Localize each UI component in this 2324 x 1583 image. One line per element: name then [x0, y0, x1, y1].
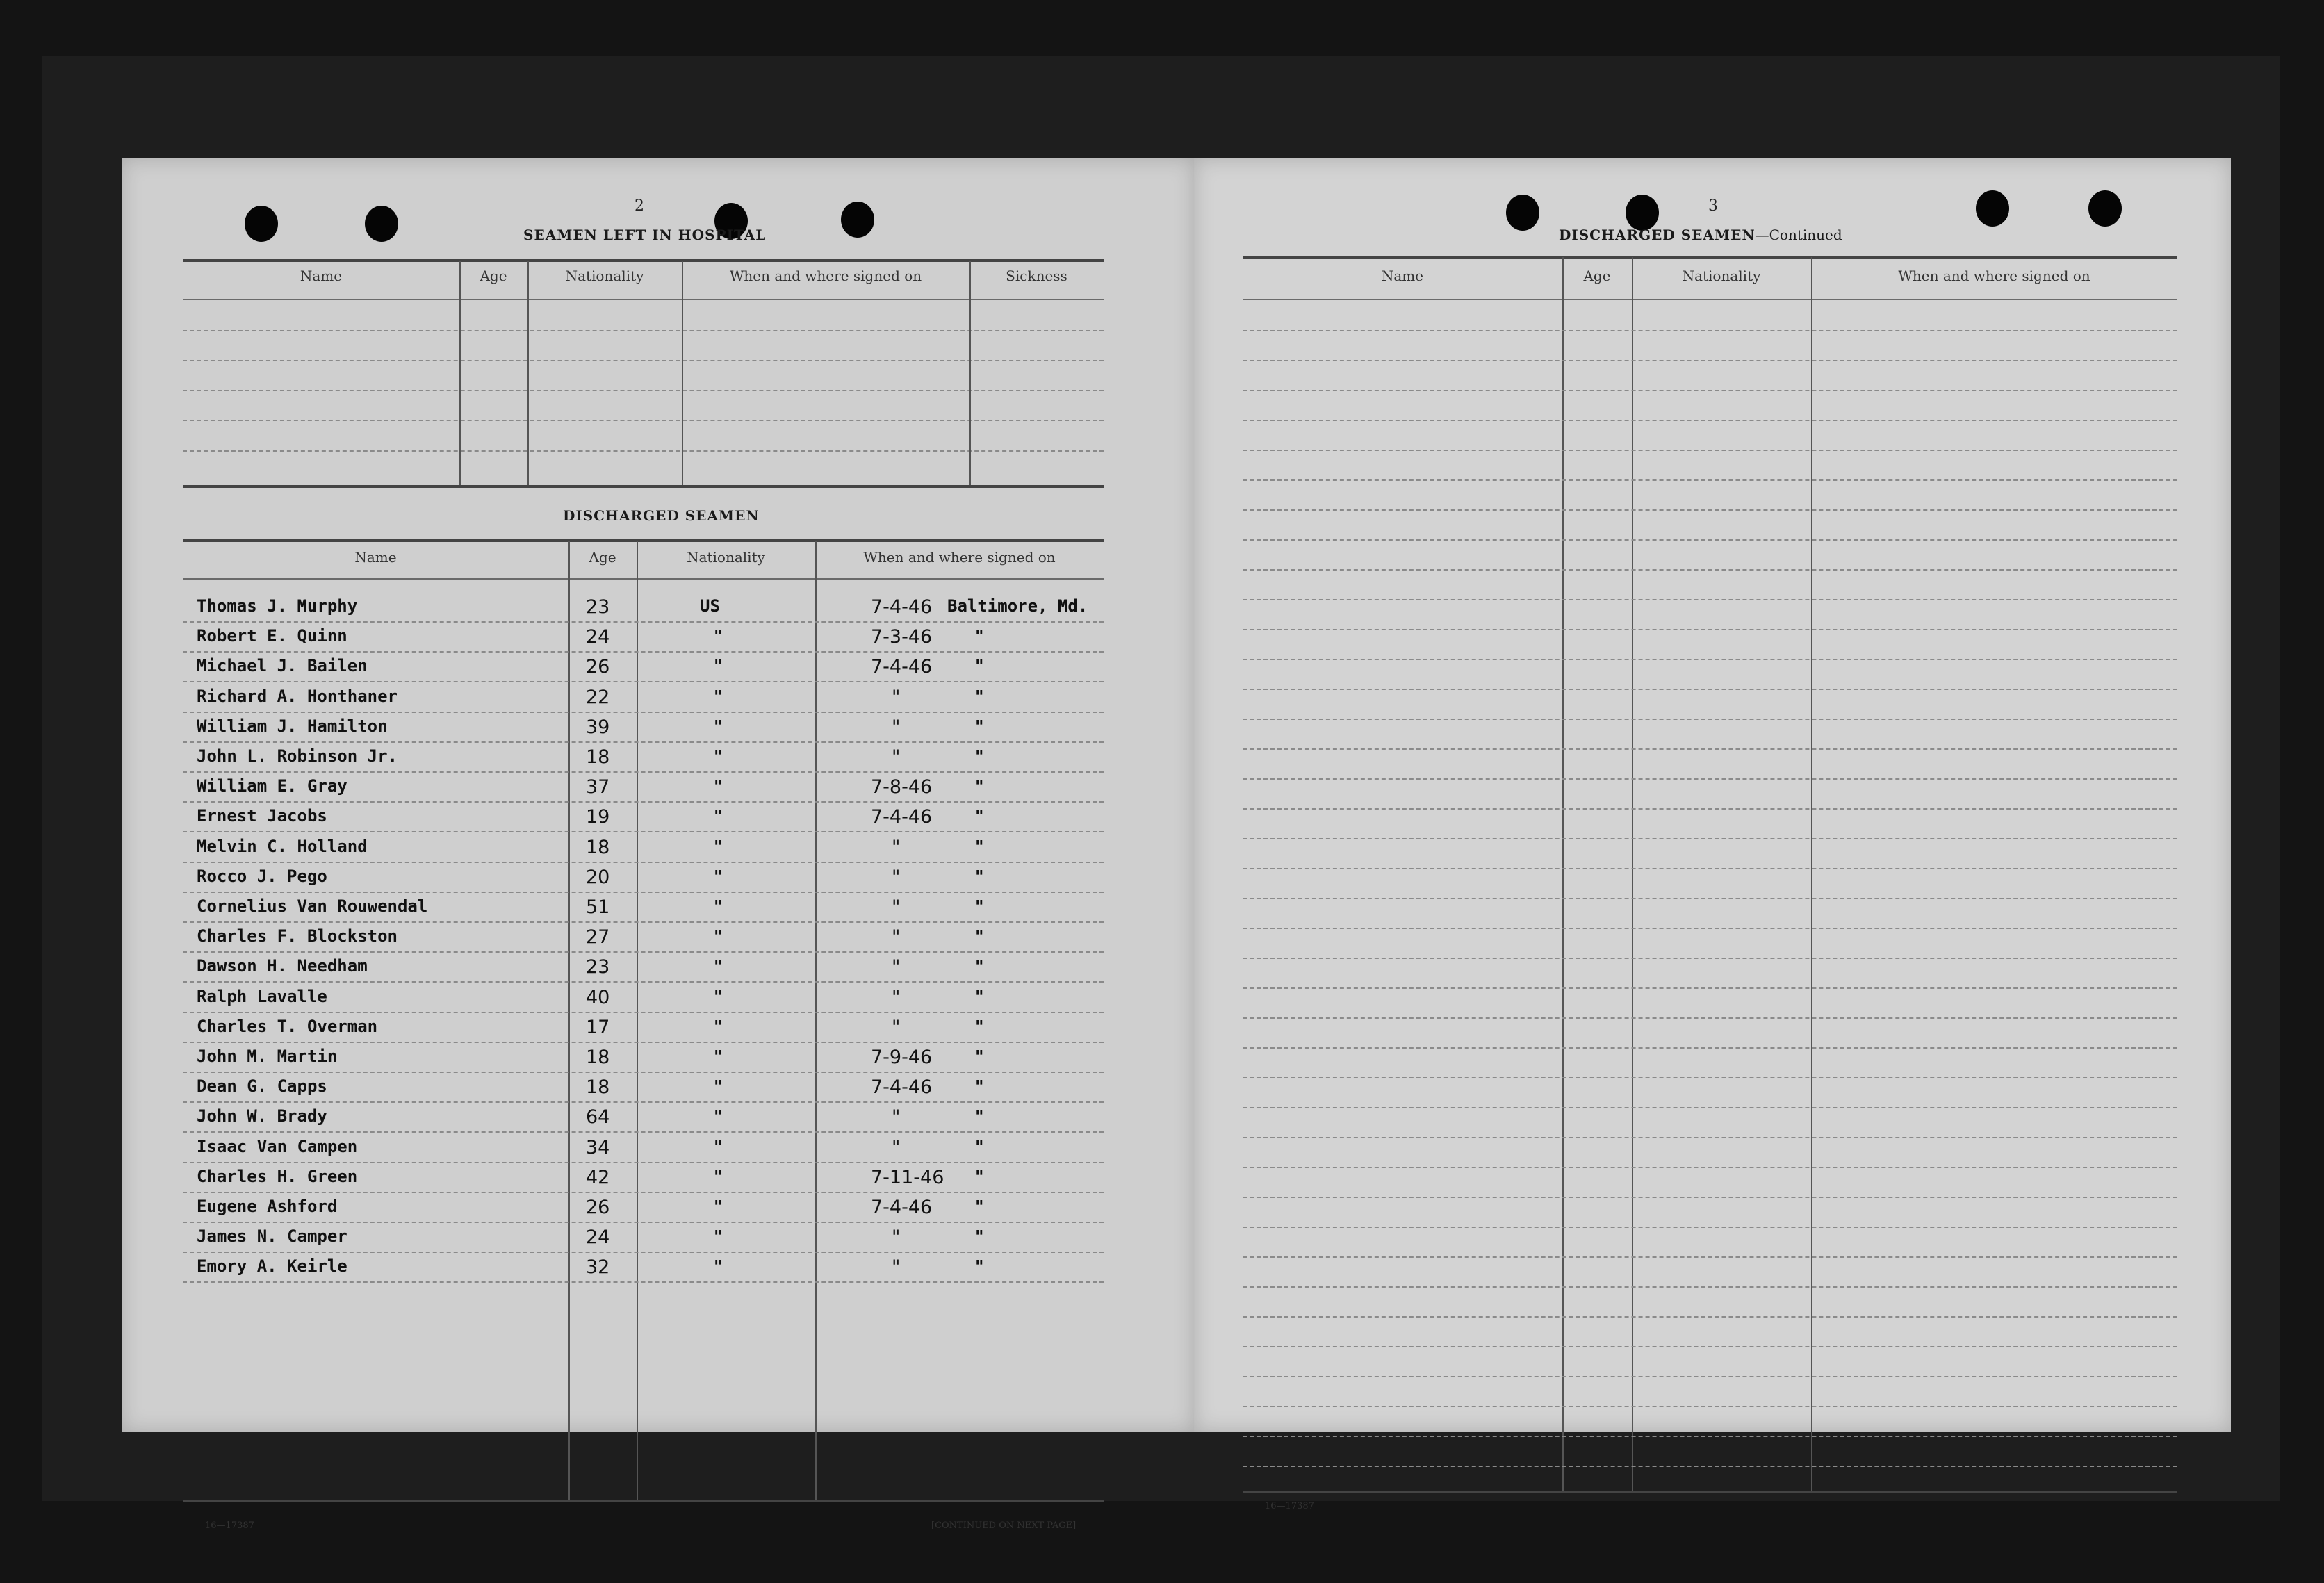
signed-on-place: " [975, 716, 984, 737]
seaman-age: 18 [586, 1076, 610, 1098]
seaman-name: Dean G. Capps [197, 1076, 327, 1096]
page-number: 3 [1708, 197, 1718, 215]
seaman-name: Isaac Van Campen [197, 1137, 358, 1156]
seaman-name: William E. Gray [197, 776, 347, 796]
signed-on-date: " [892, 716, 901, 738]
table-rule [183, 259, 1104, 262]
signed-on-date: " [892, 687, 901, 708]
column-divider [527, 261, 529, 485]
row-rule [1243, 1346, 2177, 1347]
hospital-section-title: SEAMEN LEFT IN HOSPITAL [523, 227, 767, 243]
signed-on-date: 7-4-46 [871, 1197, 933, 1218]
seaman-age: 26 [586, 1197, 610, 1218]
table-rule [183, 1500, 1104, 1502]
seaman-age: 27 [586, 926, 610, 948]
row-rule [183, 681, 1104, 682]
signed-on-date: 7-4-46 [871, 1076, 933, 1098]
seaman-nationality: " [714, 867, 723, 887]
signed-on-place: " [975, 776, 984, 796]
seaman-name: Robert E. Quinn [197, 626, 347, 646]
seaman-nationality: " [714, 776, 723, 796]
seaman-name: John M. Martin [197, 1047, 338, 1066]
row-rule [183, 390, 1104, 391]
seaman-age: 19 [586, 806, 610, 828]
row-rule [1243, 689, 2177, 690]
column-header-signed-on: When and where signed on [729, 268, 922, 284]
column-divider [1562, 257, 1564, 1491]
signed-on-date: 7-8-46 [871, 776, 933, 798]
seaman-nationality: " [714, 987, 723, 1007]
row-rule [183, 1072, 1104, 1073]
signed-on-date: " [892, 896, 901, 918]
discharged-continued-title [1559, 227, 1842, 243]
right-page [1194, 158, 2231, 1511]
seaman-nationality: " [714, 1167, 723, 1187]
signed-on-place: " [975, 1017, 984, 1037]
seaman-name: Rocco J. Pego [197, 867, 327, 886]
table-rule [1243, 256, 2177, 259]
table-rule [183, 578, 1104, 580]
seaman-name: Charles F. Blockston [197, 926, 398, 946]
row-rule [1243, 748, 2177, 750]
seaman-name: Charles T. Overman [197, 1017, 378, 1036]
column-header-nationality: Nationality [565, 268, 644, 284]
signed-on-date: 7-4-46 [871, 656, 933, 678]
page-number: 2 [635, 197, 644, 215]
seaman-name: Thomas J. Murphy [197, 596, 358, 616]
row-rule [1243, 1376, 2177, 1377]
row-rule [1243, 868, 2177, 869]
signed-on-place: " [975, 806, 984, 826]
row-rule [183, 621, 1104, 623]
column-header-name: Name [300, 268, 343, 284]
column-divider [969, 261, 971, 485]
signed-on-date: " [892, 837, 901, 858]
signed-on-date: 7-3-46 [871, 626, 933, 648]
punch-hole [365, 206, 398, 242]
row-rule [1243, 1406, 2177, 1407]
seaman-name: Richard A. Honthaner [197, 687, 398, 706]
seaman-name: Michael J. Bailen [197, 656, 368, 675]
row-rule [1243, 1017, 2177, 1019]
column-header-signed-on: When and where signed on [1898, 268, 2090, 284]
seaman-age: 64 [586, 1106, 610, 1128]
seaman-age: 22 [586, 687, 610, 708]
signed-on-place: " [975, 1076, 984, 1097]
row-rule [183, 892, 1104, 893]
seaman-age: 24 [586, 1227, 610, 1248]
seaman-age: 17 [586, 1017, 610, 1038]
signed-on-date: " [892, 1137, 901, 1158]
row-rule [183, 651, 1104, 653]
signed-on-place: " [975, 926, 984, 946]
seaman-name: James N. Camper [197, 1227, 347, 1246]
row-rule [1243, 629, 2177, 630]
seaman-age: 26 [586, 656, 610, 678]
seaman-nationality: " [714, 1076, 723, 1097]
punch-hole [841, 202, 874, 238]
seaman-name: Cornelius Van Rouwendal [197, 896, 428, 916]
row-rule [183, 712, 1104, 713]
signed-on-place: " [975, 987, 984, 1007]
signed-on-place: " [975, 1167, 984, 1187]
signed-on-date: " [892, 746, 901, 768]
row-rule [1243, 1286, 2177, 1288]
punch-hole [1626, 195, 1659, 231]
seaman-age: 20 [586, 867, 610, 888]
signed-on-date: " [892, 1256, 901, 1278]
seaman-nationality: " [714, 926, 723, 946]
row-rule [1243, 838, 2177, 839]
row-rule [1243, 928, 2177, 929]
row-rule [183, 1101, 1104, 1103]
punch-hole [245, 206, 278, 242]
row-rule [1243, 659, 2177, 660]
signed-on-place: " [975, 626, 984, 646]
signed-on-date: 7-9-46 [871, 1047, 933, 1068]
column-header-nationality: Nationality [687, 549, 765, 566]
row-rule [1243, 1167, 2177, 1168]
seaman-age: 51 [586, 896, 610, 918]
row-rule [183, 862, 1104, 863]
seaman-age: 37 [586, 776, 610, 798]
row-rule [1243, 808, 2177, 810]
row-rule [1243, 1077, 2177, 1078]
row-rule [183, 741, 1104, 743]
signed-on-place: " [975, 1227, 984, 1247]
row-rule [1243, 1227, 2177, 1228]
signed-on-date: " [892, 1106, 901, 1128]
table-rule [183, 539, 1104, 542]
row-rule [1243, 719, 2177, 720]
row-rule [1243, 1197, 2177, 1198]
row-rule [183, 330, 1104, 331]
seaman-name: Charles H. Green [197, 1167, 358, 1186]
seaman-name: Emory A. Keirle [197, 1256, 347, 1276]
seaman-age: 42 [586, 1167, 610, 1188]
signed-on-date: 7-4-46 [871, 806, 933, 828]
signed-on-place: " [975, 837, 984, 857]
row-rule [1243, 330, 2177, 331]
seaman-age: 32 [586, 1256, 610, 1278]
row-rule [183, 981, 1104, 983]
row-rule [1243, 1137, 2177, 1138]
seaman-name: William J. Hamilton [197, 716, 388, 736]
left-page [122, 158, 1194, 1531]
table-rule [1243, 299, 2177, 300]
seaman-age: 34 [586, 1137, 610, 1158]
signed-on-date: 7-11-46 [871, 1167, 944, 1188]
signed-on-place: " [975, 896, 984, 917]
row-rule [183, 1042, 1104, 1043]
signed-on-date: " [892, 867, 901, 888]
row-rule [1243, 1316, 2177, 1318]
row-rule [1243, 539, 2177, 541]
seaman-nationality: " [714, 896, 723, 917]
column-header-sickness: Sickness [1006, 268, 1067, 284]
signed-on-place: " [975, 1106, 984, 1126]
column-divider [637, 541, 638, 1500]
row-rule [1243, 360, 2177, 361]
seaman-age: 39 [586, 716, 610, 738]
seaman-nationality: US [700, 596, 720, 616]
column-header-age: Age [1583, 268, 1611, 284]
row-rule [1243, 599, 2177, 600]
form-number: 16—17387 [205, 1520, 254, 1531]
signed-on-place: " [975, 867, 984, 887]
row-rule [1243, 898, 2177, 899]
signed-on-place: " [975, 656, 984, 676]
seaman-nationality: " [714, 1197, 723, 1217]
signed-on-date: " [892, 987, 901, 1008]
seaman-name: Melvin C. Holland [197, 837, 368, 856]
signed-on-date: " [892, 926, 901, 948]
row-rule [183, 360, 1104, 361]
row-rule [1243, 958, 2177, 959]
seaman-nationality: " [714, 1256, 723, 1277]
column-header-name: Name [1381, 268, 1424, 284]
row-rule [1243, 987, 2177, 989]
row-rule [183, 1222, 1104, 1223]
signed-on-place: " [975, 1047, 984, 1067]
seaman-nationality: " [714, 716, 723, 737]
seaman-age: 24 [586, 626, 610, 648]
signed-on-place: " [975, 956, 984, 976]
column-header-age: Age [480, 268, 507, 284]
signed-on-date: " [892, 956, 901, 978]
row-rule [1243, 1436, 2177, 1437]
row-rule [1243, 1256, 2177, 1258]
seaman-age: 18 [586, 746, 610, 768]
table-rule [183, 485, 1104, 488]
column-divider [459, 261, 461, 485]
row-rule [1243, 1047, 2177, 1049]
row-rule [183, 1162, 1104, 1163]
column-divider [815, 541, 817, 1500]
column-divider [568, 541, 570, 1500]
row-rule [183, 1131, 1104, 1133]
signed-on-place: " [975, 1256, 984, 1277]
row-rule [183, 1192, 1104, 1193]
seaman-nationality: " [714, 1017, 723, 1037]
row-rule [183, 771, 1104, 773]
title-text: DISCHARGED SEAMEN [1559, 227, 1756, 243]
signed-on-date: " [892, 1227, 901, 1248]
signed-on-date: " [892, 1017, 901, 1038]
seaman-name: John W. Brady [197, 1106, 327, 1126]
row-rule [1243, 1466, 2177, 1467]
table-rule [183, 299, 1104, 300]
signed-on-place: Baltimore, Md. [947, 596, 1088, 616]
column-header-name: Name [354, 549, 397, 566]
row-rule [1243, 479, 2177, 481]
row-rule [183, 1252, 1104, 1253]
row-rule [1243, 420, 2177, 421]
seaman-nationality: " [714, 837, 723, 857]
seaman-nationality: " [714, 1227, 723, 1247]
seaman-nationality: " [714, 1137, 723, 1157]
row-rule [1243, 390, 2177, 391]
row-rule [183, 420, 1104, 421]
punch-hole [1506, 195, 1539, 231]
row-rule [183, 1281, 1104, 1283]
signed-on-place: " [975, 746, 984, 766]
column-divider [1811, 257, 1812, 1491]
seaman-nationality: " [714, 687, 723, 707]
seaman-age: 40 [586, 987, 610, 1008]
seaman-name: Ernest Jacobs [197, 806, 327, 826]
seaman-age: 18 [586, 837, 610, 858]
column-divider [1632, 257, 1633, 1491]
table-rule [1243, 1491, 2177, 1493]
seaman-nationality: " [714, 626, 723, 646]
row-rule [1243, 778, 2177, 780]
seaman-name: John L. Robinson Jr. [197, 746, 398, 766]
row-rule [183, 921, 1104, 923]
continued-note: [CONTINUED ON NEXT PAGE] [931, 1520, 1077, 1531]
row-rule [183, 450, 1104, 452]
row-rule [183, 831, 1104, 832]
punch-hole [1976, 190, 2009, 227]
row-rule [1243, 450, 2177, 451]
seaman-nationality: " [714, 1047, 723, 1067]
signed-on-place: " [975, 1197, 984, 1217]
column-header-nationality: Nationality [1682, 268, 1761, 284]
title-suffix: —Continued [1755, 227, 1842, 243]
seaman-name: Eugene Ashford [197, 1197, 338, 1216]
punch-hole [2088, 190, 2122, 227]
column-header-signed-on: When and where signed on [863, 549, 1056, 566]
row-rule [183, 951, 1104, 953]
row-rule [183, 1012, 1104, 1013]
signed-on-place: " [975, 687, 984, 707]
seaman-nationality: " [714, 806, 723, 826]
seaman-nationality: " [714, 746, 723, 766]
row-rule [1243, 569, 2177, 571]
discharged-section-title: DISCHARGED SEAMEN [563, 507, 760, 524]
seaman-name: Dawson H. Needham [197, 956, 368, 976]
seaman-name: Ralph Lavalle [197, 987, 327, 1006]
seaman-nationality: " [714, 956, 723, 976]
signed-on-date: 7-4-46 [871, 596, 933, 618]
row-rule [183, 801, 1104, 803]
seaman-nationality: " [714, 656, 723, 676]
column-header-age: Age [589, 549, 616, 566]
row-rule [1243, 509, 2177, 511]
column-divider [682, 261, 683, 485]
form-number: 16—17387 [1265, 1501, 1314, 1511]
signed-on-place: " [975, 1137, 984, 1157]
seaman-age: 23 [586, 596, 610, 618]
seaman-age: 18 [586, 1047, 610, 1068]
seaman-age: 23 [586, 956, 610, 978]
row-rule [1243, 1107, 2177, 1108]
seaman-nationality: " [714, 1106, 723, 1126]
